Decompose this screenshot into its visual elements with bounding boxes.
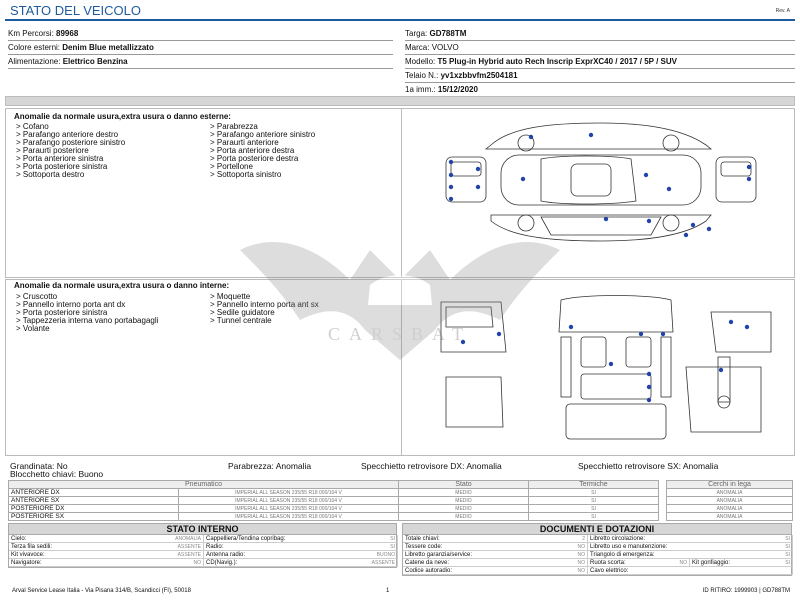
tyre-model: IMPERIAL ALL SEASON 235/55 R18 000/104 V — [179, 497, 399, 505]
footer-id-ritiro: ID RITIRO: 1999903 | GD788TM — [702, 588, 790, 594]
list-item: > Porta posteriore sinistra — [16, 308, 108, 317]
external-anomalies-col2 — [210, 123, 400, 179]
km-row — [8, 27, 393, 41]
termiche-header: Termiche — [529, 481, 659, 489]
modello-value: T5 Plug-in Hybrid auto Rech Inscrip ExprXC40 / 2017 / 5P / SUV — [437, 57, 677, 66]
damage-dot — [604, 217, 608, 221]
tyre-stato: MEDIO — [399, 497, 529, 505]
list-item: > Sottoporta destro — [16, 170, 85, 179]
damage-dot — [639, 332, 643, 336]
rim-status: ANOMALIA — [667, 497, 793, 505]
kv-key: Kit gonfiaggio: — [692, 560, 731, 566]
damage-dot — [644, 173, 648, 177]
kv-key: CD(Navig.): — [206, 560, 238, 566]
section-separator-bar — [5, 96, 795, 106]
list-item: > Parafango posteriore sinistro — [16, 138, 126, 147]
kv-value: SI — [785, 552, 790, 558]
specchietto-dx-status: Specchietto retrovisore DX: Anomalia — [361, 461, 502, 471]
tyre-termiche: SI — [529, 497, 659, 505]
documenti-title: DOCUMENTI E DOTAZIONI — [403, 524, 791, 535]
kv-value: SI — [390, 536, 395, 542]
damage-dot — [569, 325, 573, 329]
kv-row — [403, 551, 588, 559]
damage-dot — [747, 177, 751, 181]
tyre-position: ANTERIORE DX — [9, 489, 179, 497]
blocchetto-chiavi-text: Blocchetto chiavi: Buono — [10, 469, 104, 479]
external-anomalies-heading: Anomalie da normale usura,extra usura o danno esterne: — [14, 112, 231, 121]
list-item: > Cruscotto — [16, 292, 58, 301]
kv-key: Kit vivavoce: — [11, 552, 45, 558]
damage-dot — [449, 173, 453, 177]
rims-table — [666, 480, 793, 521]
kv-value: SI — [390, 544, 395, 550]
kv-row — [204, 543, 398, 551]
kv-row — [204, 559, 398, 567]
damage-dot — [529, 135, 533, 139]
kv-key: Cavo elettrico: — [590, 568, 629, 574]
parabrezza-status: Parabrezza: Anomalia — [228, 461, 312, 471]
km-value: 89968 — [56, 29, 79, 38]
tyre-termiche: SI — [529, 513, 659, 521]
kv-value: SI — [785, 544, 790, 550]
immatricolazione-label: 1a imm.: — [405, 85, 436, 94]
external-anomalies-col1 — [16, 123, 211, 179]
rim-status: ANOMALIA — [667, 505, 793, 513]
kv-row — [403, 543, 588, 551]
internal-anomalies-col1 — [16, 293, 211, 333]
kv-row — [9, 551, 204, 559]
list-item: > Porta posteriore destra — [210, 154, 299, 163]
list-item: > Sedile guidatore — [210, 308, 275, 317]
modello-row — [405, 55, 795, 69]
table-row — [9, 497, 659, 505]
vehicle-info-right — [405, 27, 795, 97]
damage-dot — [521, 177, 525, 181]
page-title: STATO DEL VEICOLO — [10, 3, 141, 18]
damage-dot — [449, 197, 453, 201]
table-row — [9, 505, 659, 513]
tyre-position: POSTERIORE DX — [9, 505, 179, 513]
list-item: > Moquette — [210, 292, 251, 301]
kv-key: Terza fila sedili: — [11, 544, 53, 550]
kv-key: Antenna radio: — [206, 552, 246, 558]
kv-key: Tessere code: — [405, 544, 443, 550]
damage-dot — [661, 332, 665, 336]
documenti-section — [402, 523, 792, 576]
damage-dot — [684, 233, 688, 237]
rim-status: ANOMALIA — [667, 489, 793, 497]
damage-dot — [497, 332, 501, 336]
tyre-stato: MEDIO — [399, 505, 529, 513]
kv-key: Catene da neve: — [405, 560, 450, 566]
kv-value: ASSENTE — [371, 560, 395, 566]
tyre-termiche: SI — [529, 489, 659, 497]
immatricolazione-row — [405, 83, 795, 97]
cerchi-header: Cerchi in lega — [667, 481, 793, 489]
telaio-row — [405, 69, 795, 83]
kv-row — [403, 567, 588, 575]
documenti-grid — [403, 535, 791, 575]
tyre-termiche: SI — [529, 505, 659, 513]
kv-pair — [588, 559, 690, 566]
kv-pair — [690, 559, 792, 566]
damage-dot — [647, 219, 651, 223]
list-item: > Porta posteriore sinistra — [16, 162, 108, 171]
tyre-position: POSTERIORE SX — [9, 513, 179, 521]
kv-row — [588, 551, 793, 559]
stato-header: Stato — [399, 481, 529, 489]
tyre-stato: MEDIO — [399, 489, 529, 497]
tyre-stato: MEDIO — [399, 513, 529, 521]
damage-dot — [719, 368, 723, 372]
table-row — [9, 489, 659, 497]
damage-dot — [745, 325, 749, 329]
damage-dot — [667, 187, 671, 191]
list-item: > Cofano — [16, 122, 49, 131]
kv-value: ASSENTE — [177, 544, 201, 550]
kv-row — [588, 567, 793, 575]
external-anomalies-panel — [5, 108, 795, 278]
list-item: > Tunnel centrale — [210, 316, 272, 325]
targa-row — [405, 27, 795, 41]
damage-dot — [476, 167, 480, 171]
panel-divider — [401, 280, 402, 455]
vehicle-info-left — [8, 27, 393, 69]
marca-row — [405, 41, 795, 55]
list-item: > Tappezzeria interna vano portabagagli — [16, 316, 159, 325]
kv-row — [588, 559, 793, 567]
specchietto-sx-status: Specchietto retrovisore SX: Anomalia — [578, 461, 719, 471]
title-divider — [5, 19, 795, 21]
telaio-value: yv1xzbbvfm2504181 — [440, 71, 518, 80]
kv-value: NO — [679, 560, 687, 566]
kv-row — [9, 559, 204, 567]
stato-interno-section — [8, 523, 397, 568]
list-item: > Porta anteriore sinistra — [16, 154, 104, 163]
kv-row — [9, 543, 204, 551]
list-item: > Porta anteriore destra — [210, 146, 295, 155]
damage-dot — [449, 160, 453, 164]
internal-anomalies-col2 — [210, 293, 400, 325]
footer-page-number: 1 — [386, 588, 390, 594]
stato-interno-grid — [9, 535, 396, 567]
list-item: > Pannello interno porta ant dx — [16, 300, 126, 309]
damage-dot — [461, 340, 465, 344]
kv-key: Navigatore: — [11, 560, 42, 566]
stato-interno-title: STATO INTERNO — [9, 524, 396, 535]
damage-dot — [647, 385, 651, 389]
kv-key: Triangolo di emergenza: — [590, 552, 655, 558]
exterior-car-diagram — [431, 117, 771, 267]
kv-key: Libretto circolazione: — [590, 536, 646, 542]
kv-row — [204, 535, 398, 543]
targa-value: GD788TM — [429, 29, 467, 38]
kv-key: Cappelliera/Tendina copribag: — [206, 536, 286, 542]
internal-anomalies-panel — [5, 279, 795, 456]
kv-key: Libretto uso e manutenzione: — [590, 544, 668, 550]
panel-divider — [401, 109, 402, 277]
damage-dot — [707, 227, 711, 231]
watermark-text: CARSBAT — [327, 324, 473, 344]
kv-value: ANOMALIA — [175, 536, 201, 542]
revision-label: Rev. A — [775, 8, 790, 14]
list-item: > Paraurti anteriore — [210, 138, 279, 147]
kv-value: SI — [785, 536, 790, 542]
colore-value: Denim Blue metallizzato — [62, 43, 154, 52]
kv-value: SI — [785, 560, 790, 566]
tyre-position: ANTERIORE SX — [9, 497, 179, 505]
marca-value: VOLVO — [431, 43, 459, 52]
kv-key: Cielo: — [11, 536, 27, 542]
pneumatico-header: Pneumatico — [9, 481, 399, 489]
tyres-table — [8, 480, 659, 521]
list-item: > Portellone — [210, 162, 253, 171]
damage-dot — [589, 133, 593, 137]
list-item: > Parafango anteriore destro — [16, 130, 119, 139]
interior-car-diagram — [431, 292, 781, 447]
kv-key: Radio: — [206, 544, 224, 550]
kv-value: NO — [193, 560, 201, 566]
kv-row — [403, 559, 588, 567]
kv-value: NO — [577, 560, 585, 566]
kv-key: Libretto garanzia/service: — [405, 552, 473, 558]
alimentazione-label: Alimentazione: — [8, 57, 61, 66]
internal-anomalies-heading: Anomalie da normale usura,extra usura o danno interne: — [14, 281, 230, 290]
kv-row — [403, 535, 588, 543]
kv-row — [588, 535, 793, 543]
kv-value: 2 — [582, 536, 585, 542]
damage-dot — [647, 398, 651, 402]
grandinata-text: Grandinata: No — [10, 461, 68, 471]
list-item: > Sottoporta sinistro — [210, 170, 282, 179]
kv-value: NO — [577, 568, 585, 574]
list-item: > Paraurti posteriore — [16, 146, 89, 155]
table-row — [9, 513, 659, 521]
km-label: Km Percorsi: — [8, 29, 54, 38]
footer-address: Arval Service Lease Italia - Via Pisana 314/B, Scandicci (FI), 50018 — [12, 588, 191, 594]
kv-key: Totale chiavi: — [405, 536, 440, 542]
tyre-model: IMPERIAL ALL SEASON 235/55 R18 000/104 V — [179, 513, 399, 521]
damage-dot — [647, 372, 651, 376]
list-item: > Volante — [16, 324, 50, 333]
kv-value: NO — [577, 552, 585, 558]
modello-label: Modello: — [405, 57, 436, 66]
targa-label: Targa: — [405, 29, 428, 38]
damage-dot — [691, 223, 695, 227]
damage-dot — [729, 320, 733, 324]
kv-value: ASSENTE — [177, 552, 201, 558]
kv-row — [204, 551, 398, 559]
kv-value: NO — [577, 544, 585, 550]
marca-label: Marca: — [405, 43, 430, 52]
damage-dot — [609, 362, 613, 366]
kv-row — [588, 543, 793, 551]
telaio-label: Telaio N.: — [405, 71, 439, 80]
colore-label: Colore esterni: — [8, 43, 61, 52]
kv-key: Codice autoradio: — [405, 568, 453, 574]
alimentazione-row — [8, 55, 393, 69]
colore-row — [8, 41, 393, 55]
alimentazione-value: Elettrico Benzina — [62, 57, 128, 66]
list-item: > Pannello interno porta ant sx — [210, 300, 319, 309]
damage-dot — [449, 185, 453, 189]
tyres-header-row — [9, 481, 659, 489]
damage-dot — [476, 185, 480, 189]
rim-status: ANOMALIA — [667, 513, 793, 521]
list-item: > Parafango anteriore sinistro — [210, 130, 316, 139]
kv-key: Ruota scorta: — [590, 560, 626, 566]
tyre-model: IMPERIAL ALL SEASON 235/55 R18 000/104 V — [179, 505, 399, 513]
tyre-model: IMPERIAL ALL SEASON 235/55 R18 000/104 V — [179, 489, 399, 497]
list-item: > Parabrezza — [210, 122, 258, 131]
immatricolazione-value: 15/12/2020 — [437, 85, 478, 94]
kv-value: BUONO — [376, 552, 395, 558]
kv-row — [9, 535, 204, 543]
damage-dot — [747, 165, 751, 169]
